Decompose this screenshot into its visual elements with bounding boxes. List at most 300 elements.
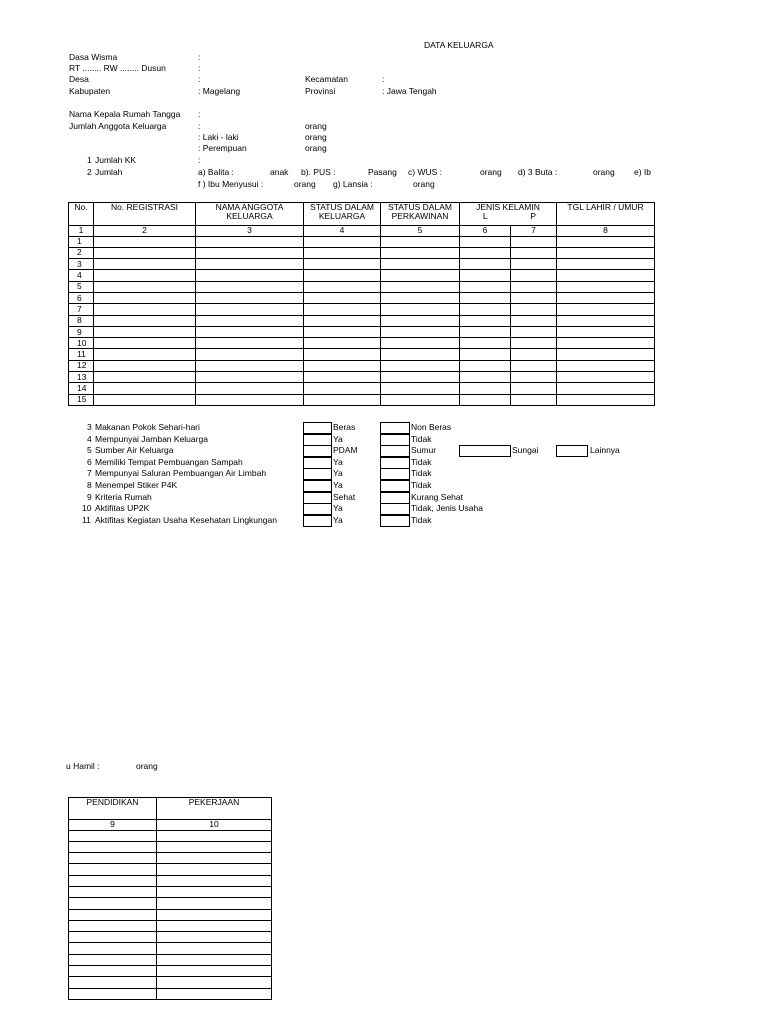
table-cell[interactable]	[94, 326, 196, 337]
checklist-option-2-label: Tidak	[411, 468, 432, 479]
checklist-item-number: 8	[87, 480, 92, 490]
orang-unit: orang	[305, 132, 327, 142]
header-jenis-kelamin-label: JENIS KELAMIN	[476, 202, 540, 212]
edu-rows	[69, 830, 272, 999]
checkbox-option-1[interactable]	[303, 480, 332, 492]
row-number: 12	[69, 360, 94, 371]
table-row	[69, 977, 272, 988]
checkbox-option-1[interactable]	[303, 468, 332, 480]
colon: :	[198, 121, 201, 131]
table-cell[interactable]	[381, 292, 460, 303]
checkbox-option-1[interactable]	[303, 422, 332, 434]
header-nama-line1: NAMA ANGGOTA	[215, 202, 284, 212]
checklist-item-number: 11	[82, 514, 91, 525]
table-cell[interactable]	[304, 247, 381, 258]
table-cell[interactable]	[94, 338, 196, 349]
table-cell[interactable]	[94, 292, 196, 303]
header-no: No.	[69, 203, 94, 226]
perempuan-label: : Perempuan	[198, 143, 247, 153]
jumlah-no: 2	[87, 167, 92, 177]
checklist-item-label: Sumber Air Keluarga	[95, 445, 174, 456]
checklist-item-number: 10	[82, 503, 92, 514]
table-row	[69, 920, 272, 931]
table-cell[interactable]	[157, 841, 272, 852]
table-cell[interactable]	[157, 943, 272, 954]
table-row	[69, 292, 655, 303]
checklist-option-3-label: Sungai	[512, 445, 539, 456]
header-jenis-kelamin	[460, 203, 557, 226]
header-status-keluarga	[304, 203, 381, 226]
row-number: 14	[69, 383, 94, 394]
checkbox-option-2[interactable]	[380, 445, 410, 457]
table-row	[69, 349, 655, 360]
colon: :	[198, 109, 201, 119]
checklist-item-label: Makanan Pokok Sehari-hari	[95, 422, 200, 432]
table-row	[69, 886, 272, 897]
header-pendidikan: PENDIDIKAN	[69, 798, 157, 820]
table-row	[69, 988, 272, 999]
document-title: DATA KELUARGA	[424, 40, 494, 50]
column-number: 6	[460, 226, 511, 237]
table-cell[interactable]	[557, 326, 655, 337]
table-cell[interactable]	[157, 864, 272, 875]
table-cell[interactable]	[460, 349, 511, 360]
table-cell[interactable]	[196, 236, 304, 247]
checklist-option-2-label: Tidak	[411, 456, 432, 467]
buta-label: d) 3 Buta :	[518, 167, 558, 177]
anak-unit: anak	[270, 167, 289, 177]
column-number: 9	[69, 820, 157, 831]
row-number: 7	[69, 304, 94, 315]
colon: :	[198, 52, 201, 62]
checklist-item-label: Kriteria Rumah	[95, 491, 152, 502]
checklist-option-2-label: Sumur	[411, 445, 437, 456]
table-cell[interactable]	[94, 270, 196, 281]
table-cell[interactable]	[304, 394, 381, 405]
table-row	[69, 326, 655, 337]
table-cell[interactable]	[69, 875, 157, 886]
checklist-item-label: Aktifitas UP2K	[95, 503, 150, 514]
table-cell[interactable]	[304, 315, 381, 326]
table-cell[interactable]	[557, 372, 655, 383]
table-cell[interactable]	[511, 281, 557, 292]
column-number: 4	[304, 226, 381, 237]
ibu-hamil-orang-unit: orang	[136, 761, 158, 771]
jumlah-label: Jumlah	[95, 167, 123, 177]
row-number: 1	[69, 236, 94, 247]
row-number: 2	[69, 247, 94, 258]
table-cell[interactable]	[381, 394, 460, 405]
table-row	[69, 315, 655, 326]
table-cell[interactable]	[511, 394, 557, 405]
checklist-item-label: Mempunyai Saluran Pembuangan Air Limbah	[95, 468, 267, 479]
table-cell[interactable]	[557, 270, 655, 281]
checkbox-option-1[interactable]	[303, 434, 332, 446]
table-cell[interactable]	[304, 259, 381, 270]
table-cell[interactable]	[94, 383, 196, 394]
lansia-label: g) Lansia :	[333, 179, 373, 189]
table-cell[interactable]	[157, 988, 272, 999]
table-cell[interactable]	[157, 853, 272, 864]
row-number: 8	[69, 315, 94, 326]
checklist-option-1-label: Sehat	[333, 491, 356, 502]
orang-unit: orang	[305, 143, 327, 153]
table-cell[interactable]	[69, 898, 157, 909]
header-status-perkawinan-line2: PERKAWINAN	[391, 211, 449, 221]
column-number-row	[69, 226, 655, 237]
row-number: 13	[69, 372, 94, 383]
table-cell[interactable]	[157, 920, 272, 931]
table-cell[interactable]	[157, 830, 272, 841]
table-cell[interactable]	[381, 372, 460, 383]
column-number: 7	[511, 226, 557, 237]
table-cell[interactable]	[196, 315, 304, 326]
table-row	[69, 236, 655, 247]
column-number: 8	[557, 226, 655, 237]
table-row	[69, 360, 655, 371]
orang-unit: orang	[305, 121, 327, 131]
checklist-option-2-label: Non Beras	[411, 422, 452, 432]
kabupaten-value: : Magelang	[198, 86, 241, 96]
checklist-option-4-label: Lainnya	[590, 445, 620, 456]
family-rows	[69, 236, 655, 405]
table-cell[interactable]	[460, 315, 511, 326]
menyusui-orang-unit: orang	[294, 179, 316, 189]
table-cell[interactable]	[157, 932, 272, 943]
table-cell[interactable]	[94, 315, 196, 326]
table-cell[interactable]	[511, 304, 557, 315]
table-cell[interactable]	[304, 338, 381, 349]
jumlah-anggota-label: Jumlah Anggota Keluarga	[69, 121, 167, 131]
table-cell[interactable]	[381, 259, 460, 270]
header-registrasi: No. REGISTRASI	[94, 203, 196, 226]
table-cell[interactable]	[557, 292, 655, 303]
table-cell[interactable]	[69, 966, 157, 977]
table-cell[interactable]	[196, 360, 304, 371]
table-cell[interactable]	[557, 394, 655, 405]
table-cell[interactable]	[304, 236, 381, 247]
column-number: 3	[196, 226, 304, 237]
table-cell[interactable]	[381, 304, 460, 315]
table-cell[interactable]	[511, 349, 557, 360]
row-number: 11	[69, 349, 94, 360]
header-jk-p: P	[530, 211, 537, 221]
table-cell[interactable]	[460, 281, 511, 292]
table-cell[interactable]	[460, 338, 511, 349]
column-number: 2	[94, 226, 196, 237]
table-row	[69, 898, 272, 909]
table-cell[interactable]	[196, 270, 304, 281]
wus-label: c) WUS :	[408, 167, 442, 177]
table-cell[interactable]	[460, 236, 511, 247]
table-cell[interactable]	[69, 932, 157, 943]
header-status-perkawinan-line1: STATUS DALAM	[388, 202, 452, 212]
row-number: 5	[69, 281, 94, 292]
header-status-keluarga-line1: STATUS DALAM	[310, 202, 374, 212]
table-cell[interactable]	[157, 966, 272, 977]
checklist-option-1-label: Ya	[333, 480, 343, 490]
colon: :	[198, 155, 201, 165]
table-cell[interactable]	[511, 360, 557, 371]
provinsi-value: : Jawa Tengah	[382, 86, 437, 96]
table-cell[interactable]	[381, 360, 460, 371]
table-row	[69, 304, 655, 315]
table-cell[interactable]	[460, 360, 511, 371]
table-cell[interactable]	[69, 830, 157, 841]
table-cell[interactable]	[196, 326, 304, 337]
table-row	[69, 875, 272, 886]
table-cell[interactable]	[157, 977, 272, 988]
table-cell[interactable]	[460, 247, 511, 258]
table-cell[interactable]	[69, 909, 157, 920]
table-cell[interactable]	[460, 292, 511, 303]
checklist-item-number: 3	[87, 422, 92, 432]
checkbox-option-2[interactable]	[380, 434, 410, 446]
checkbox-option-1[interactable]	[303, 445, 332, 457]
column-number: 5	[381, 226, 460, 237]
checklist-item-label: Aktifitas Kegiatan Usaha Kesehatan Lingkungan	[95, 514, 277, 525]
pendidikan-pekerjaan-table	[68, 797, 272, 1000]
table-cell[interactable]	[381, 236, 460, 247]
table-cell[interactable]	[304, 270, 381, 281]
checkbox-option-2[interactable]	[380, 468, 410, 480]
family-members-table	[68, 202, 655, 406]
table-cell[interactable]	[94, 304, 196, 315]
checklist-item-number: 7	[87, 468, 92, 479]
table-cell[interactable]	[557, 338, 655, 349]
table-cell[interactable]	[196, 259, 304, 270]
table-cell[interactable]	[304, 304, 381, 315]
header-tgl-lahir: TGL LAHIR / UMUR	[557, 203, 655, 226]
table-cell[interactable]	[460, 372, 511, 383]
table-row	[69, 966, 272, 977]
table-cell[interactable]	[511, 247, 557, 258]
table-row	[69, 338, 655, 349]
table-cell[interactable]	[460, 304, 511, 315]
table-cell[interactable]	[304, 292, 381, 303]
buta-orang-unit: orang	[593, 167, 615, 177]
table-cell[interactable]	[196, 281, 304, 292]
table-cell[interactable]	[304, 326, 381, 337]
table-cell[interactable]	[557, 281, 655, 292]
balita-label: a) Balita :	[198, 167, 234, 177]
menyusui-label: f ) Ibu Menyusui :	[198, 179, 264, 189]
checklist-option-1-label: Ya	[333, 456, 343, 467]
table-cell[interactable]	[196, 338, 304, 349]
table-cell[interactable]	[304, 349, 381, 360]
table-cell[interactable]	[304, 372, 381, 383]
table-cell[interactable]	[557, 247, 655, 258]
table-cell[interactable]	[381, 270, 460, 281]
colon: :	[198, 74, 201, 84]
checklist-option-1-label: PDAM	[333, 445, 358, 456]
checkbox-option-3[interactable]	[459, 445, 511, 457]
table-cell[interactable]	[157, 898, 272, 909]
kabupaten-label: Kabupaten	[69, 86, 111, 96]
checklist-item-number: 4	[87, 433, 92, 444]
ibu-hamil-label: u Hamil :	[66, 761, 100, 771]
checkbox-option-2[interactable]	[380, 457, 410, 469]
table-cell[interactable]	[381, 281, 460, 292]
table-row	[69, 270, 655, 281]
checklist-option-1-label: Beras	[333, 422, 356, 432]
table-cell[interactable]	[381, 326, 460, 337]
ib-label: e) Ib	[634, 167, 652, 177]
table-cell[interactable]	[69, 886, 157, 897]
wus-orang-unit: orang	[480, 167, 502, 177]
table-row	[69, 247, 655, 258]
table-cell[interactable]	[511, 270, 557, 281]
header-status-perkawinan	[381, 203, 460, 226]
header-nama-line2: KELUARGA	[226, 211, 273, 221]
table-cell[interactable]	[511, 372, 557, 383]
table-cell[interactable]	[557, 304, 655, 315]
table-cell[interactable]	[94, 349, 196, 360]
row-number: 15	[69, 394, 94, 405]
table-cell[interactable]	[94, 360, 196, 371]
table-cell[interactable]	[94, 247, 196, 258]
table-cell[interactable]	[511, 326, 557, 337]
table-cell[interactable]	[557, 383, 655, 394]
checklist-option-2-label: Kurang Sehat	[411, 491, 463, 502]
lansia-orang-unit: orang	[413, 179, 435, 189]
table-cell[interactable]	[381, 315, 460, 326]
table-cell[interactable]	[196, 349, 304, 360]
table-cell[interactable]	[196, 394, 304, 405]
checklist-option-1-label: Ya	[333, 503, 343, 514]
table-cell[interactable]	[196, 372, 304, 383]
table-cell[interactable]	[460, 259, 511, 270]
checklist-option-2-label: Tidak, Jenis Usaha	[411, 503, 483, 514]
table-cell[interactable]	[94, 236, 196, 247]
header-pekerjaan: PEKERJAAN	[157, 798, 272, 820]
row-number: 3	[69, 259, 94, 270]
table-row	[69, 383, 655, 394]
table-cell[interactable]	[94, 259, 196, 270]
table-cell[interactable]	[196, 292, 304, 303]
table-cell[interactable]	[511, 383, 557, 394]
checklist-option-2-label: Tidak	[411, 514, 432, 525]
table-row	[69, 954, 272, 965]
checkbox-option-2[interactable]	[380, 422, 410, 434]
table-cell[interactable]	[557, 259, 655, 270]
table-cell[interactable]	[381, 338, 460, 349]
checkbox-option-2[interactable]	[380, 480, 410, 492]
table-cell[interactable]	[94, 281, 196, 292]
table-cell[interactable]	[511, 315, 557, 326]
checklist-item-label: Menempel Stiker P4K	[95, 480, 178, 490]
table-cell[interactable]	[557, 349, 655, 360]
pus-label: b). PUS :	[301, 167, 336, 177]
header-status-keluarga-line2: KELUARGA	[318, 211, 366, 221]
kecamatan-label: Kecamatan	[305, 74, 348, 84]
column-number: 1	[69, 226, 94, 237]
header-jenis-kelamin-sub	[460, 212, 556, 221]
table-cell[interactable]	[69, 841, 157, 852]
row-number: 6	[69, 292, 94, 303]
jumlah-kk-label: Jumlah KK	[95, 155, 137, 165]
checklist-option-1-label: Ya	[333, 468, 343, 479]
table-cell[interactable]	[196, 247, 304, 258]
table-cell[interactable]	[69, 954, 157, 965]
table-cell[interactable]	[196, 304, 304, 315]
table-row	[69, 909, 272, 920]
checkbox-option-2[interactable]	[380, 515, 410, 527]
desa-label: Desa	[69, 74, 89, 84]
table-cell[interactable]	[157, 954, 272, 965]
table-row	[69, 853, 272, 864]
table-cell[interactable]	[196, 383, 304, 394]
table-row	[69, 830, 272, 841]
table-cell[interactable]	[157, 875, 272, 886]
table-cell[interactable]	[511, 292, 557, 303]
laki-laki-label: : Laki - laki	[198, 132, 239, 142]
table-row	[69, 372, 655, 383]
table-cell[interactable]	[69, 853, 157, 864]
checkbox-option-1[interactable]	[303, 492, 332, 504]
table-cell[interactable]	[69, 977, 157, 988]
table-cell[interactable]	[460, 326, 511, 337]
table-cell[interactable]	[69, 920, 157, 931]
checkbox-option-1[interactable]	[303, 503, 332, 515]
table-cell[interactable]	[460, 383, 511, 394]
provinsi-label: Provinsi	[305, 86, 336, 96]
checkbox-option-1[interactable]	[303, 515, 332, 527]
checklist-option-2-label: Tidak	[411, 480, 432, 490]
pasang-unit: Pasang	[368, 167, 397, 177]
table-cell[interactable]	[557, 236, 655, 247]
table-cell[interactable]	[460, 270, 511, 281]
header-jk-l: L	[482, 211, 488, 221]
checklist-option-1-label: Ya	[333, 514, 343, 525]
checkbox-option-2[interactable]	[380, 492, 410, 504]
table-cell[interactable]	[557, 315, 655, 326]
table-cell[interactable]	[511, 338, 557, 349]
table-cell[interactable]	[511, 259, 557, 270]
table-cell[interactable]	[460, 394, 511, 405]
table-cell[interactable]	[304, 360, 381, 371]
table-cell[interactable]	[69, 943, 157, 954]
checklist-item-number: 5	[87, 445, 92, 456]
table-row	[69, 932, 272, 943]
table-cell[interactable]	[157, 886, 272, 897]
checklist-option-1-label: Ya	[333, 433, 343, 444]
checkbox-option-2[interactable]	[380, 503, 410, 515]
table-cell[interactable]	[381, 349, 460, 360]
table-cell[interactable]	[157, 909, 272, 920]
checklist-item-number: 6	[87, 456, 92, 467]
table-cell[interactable]	[94, 372, 196, 383]
table-cell[interactable]	[304, 383, 381, 394]
header-nama	[196, 203, 304, 226]
table-cell[interactable]	[557, 360, 655, 371]
row-number: 10	[69, 338, 94, 349]
table-cell[interactable]	[511, 236, 557, 247]
checkbox-option-1[interactable]	[303, 457, 332, 469]
table-cell[interactable]	[381, 247, 460, 258]
table-row	[69, 259, 655, 270]
table-row	[69, 864, 272, 875]
table-cell[interactable]	[381, 383, 460, 394]
table-cell[interactable]	[69, 864, 157, 875]
table-cell[interactable]	[94, 394, 196, 405]
column-number: 10	[157, 820, 272, 831]
table-cell[interactable]	[304, 281, 381, 292]
table-cell[interactable]	[69, 988, 157, 999]
checklist-item-label: Memiliki Tempat Pembuangan Sampah	[95, 456, 243, 467]
colon: :	[198, 63, 201, 73]
checkbox-option-4[interactable]	[556, 445, 588, 457]
